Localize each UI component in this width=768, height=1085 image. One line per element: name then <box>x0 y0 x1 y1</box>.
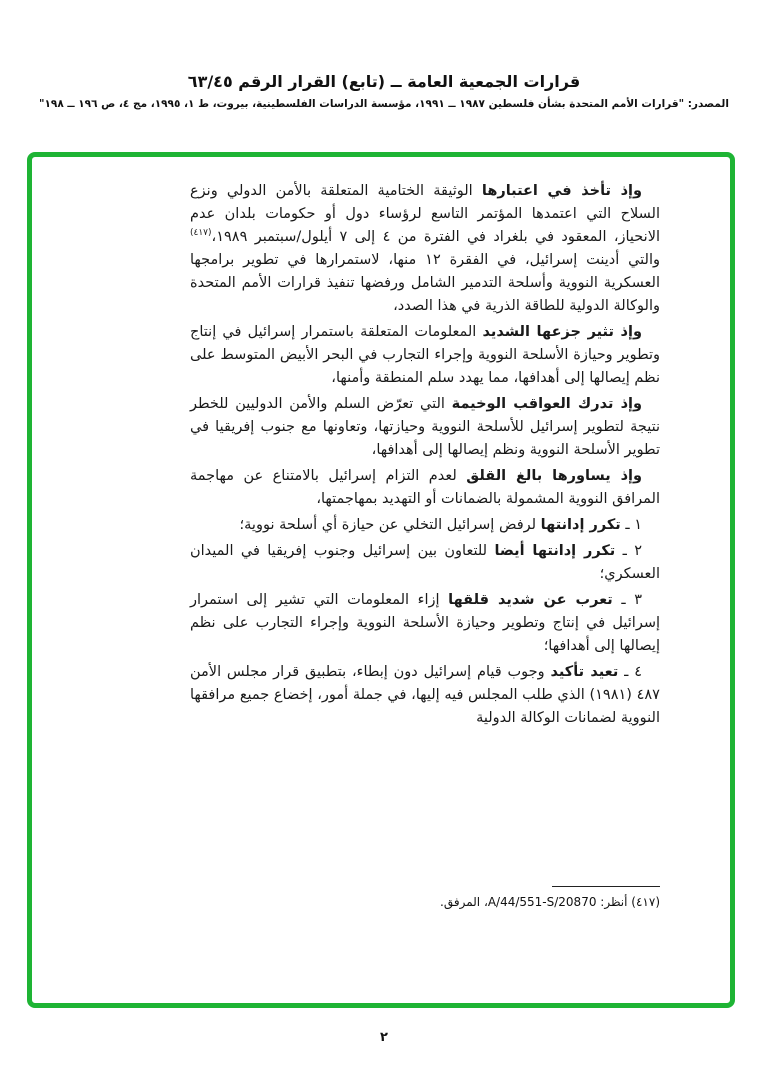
text-run: ٢ ـ <box>615 543 643 559</box>
footnote-separator <box>552 886 660 887</box>
text-run: إزاء المعلومات التي تشير إلى استمرار إسرائيل في إنتاج وتطوير وحيازة الأسلحة النووية وإجراء التجارب على نظم إيصالها إلى أهدافها؛ <box>190 592 660 654</box>
page-header <box>0 72 768 110</box>
text-run: والتي أدينت إسرائيل، في الفقرة ١٢ منها، لاستمرارها في تطوير برامجها العسكرية النووية وأسلحة التدمير الشامل ورفضها تنفيذ قرارات الأمم المتحدة والوكالة الدولية للطاقة الذرية في هذا الصدد، <box>190 252 660 314</box>
bold-run: تكرر إدانتها <box>540 517 621 533</box>
bold-run: وإذ تثير جزعها الشديد <box>482 324 642 340</box>
text-run: للتعاون بين إسرائيل وجنوب إفريقيا في الميدان العسكري؛ <box>190 543 660 582</box>
document-body <box>190 180 660 733</box>
paragraph <box>190 321 660 390</box>
text-run: لعدم التزام إسرائيل بالامتناع عن مهاجمة المرافق النووية المشمولة بالضمانات أو التهديد بمهاجمتها، <box>190 468 660 507</box>
paragraph <box>190 465 660 511</box>
paragraph <box>190 540 660 586</box>
footnote-text: (٤١٧) أنظر: A/44/551-S/20870، المرفق. <box>440 895 660 909</box>
bold-run: وإذ تأخذ في اعتبارها <box>481 183 642 199</box>
paragraph <box>190 514 660 537</box>
page-number: ٢ <box>380 1030 388 1045</box>
text-run: ٤ ـ <box>618 664 642 680</box>
text-run: ١ ـ <box>620 517 642 533</box>
document-source-line: المصدر: "قرارات الأمم المتحدة بشأن فلسطين ١٩٨٧ ــ ١٩٩١، مؤسسة الدراسات الفلسطينية، بيروت، ط ١، ١٩٩٥، مج ٤، ص ١٩٦ ــ ١٩٨" <box>39 98 729 110</box>
paragraph <box>190 661 660 730</box>
text-run: المعلومات المتعلقة باستمرار إسرائيل في إنتاج وتطوير وحيازة الأسلحة النووية وإجراء التجارب في البحر الأبيض المتوسط على نظم إيصالها إلى أهدافها، مما يهدد سلم المنطقة وأمنها، <box>190 324 660 386</box>
paragraph <box>190 589 660 658</box>
bold-run: وإذ تدرك العواقب الوخيمة <box>451 396 642 412</box>
text-run: وجوب قيام إسرائيل دون إبطاء، بتطبيق قرار مجلس الأمن ٤٨٧ (١٩٨١) الذي طلب المجلس فيه إليها، في جملة أمور، إخضاع جميع مرافقها النووية لضمانات الوكالة الدولية <box>190 664 660 726</box>
paragraph <box>190 180 660 318</box>
footnote-reference: (٤١٧) <box>190 228 212 239</box>
bold-run: تعرب عن شديد قلقها <box>448 592 613 608</box>
footnote-block <box>190 886 660 909</box>
document-title: قرارات الجمعية العامة ــ (تابع) القرار الرقم ٦٣/٤٥ <box>187 72 581 91</box>
paragraph <box>190 393 660 462</box>
bold-run: تكرر إدانتها أيضا <box>494 543 616 559</box>
text-run: لرفض إسرائيل التخلي عن حيازة أي أسلحة نووية؛ <box>239 517 541 533</box>
text-run: ٣ ـ <box>612 592 643 608</box>
bold-run: تعيد تأكيد <box>550 664 619 680</box>
text-run: الوثيقة الختامية المتعلقة بالأمن الدولي ونزع السلاح التي اعتمدها المؤتمر التاسع لرؤساء دول أو حكومات بلدان عدم الانحياز، المعقود في بلغراد في الفترة من ٤ إلى ٧ أيلول/سبتمبر ١٩٨٩، <box>190 183 660 245</box>
bold-run: وإذ يساورها بالغ القلق <box>466 468 643 484</box>
text-run: التي تعرّض السلم والأمن الدوليين للخطر نتيجة لتطوير إسرائيل للأسلحة النووية وحيازتها، وتعاونها مع جنوب إفريقيا في تطوير الأسلحة النووية ونظم إيصالها إلى أهدافها، <box>190 396 660 458</box>
